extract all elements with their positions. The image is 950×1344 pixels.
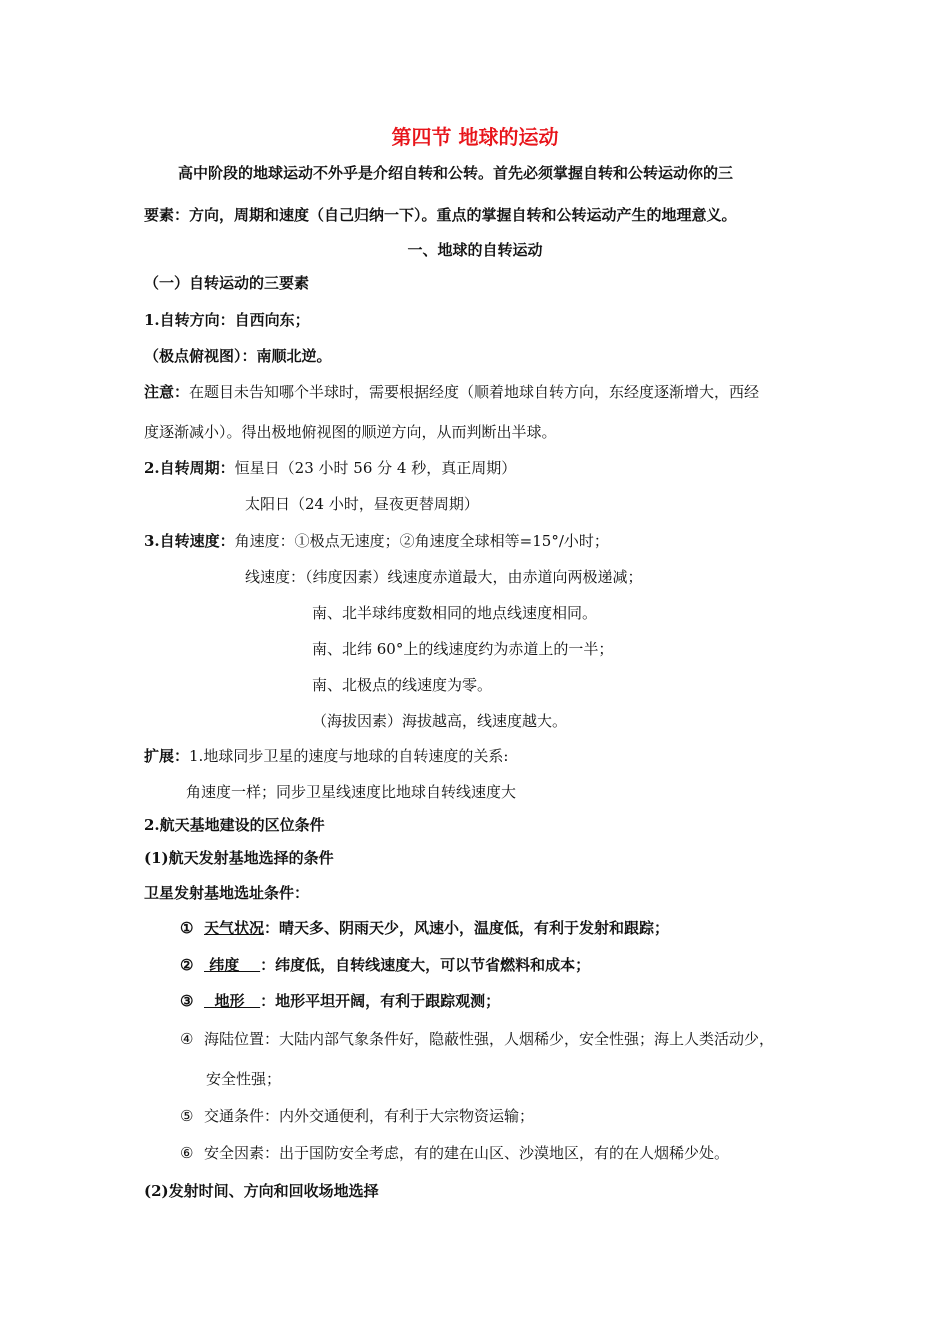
condition-terrain	[180, 991, 500, 1011]
expand-line-1	[144, 746, 508, 766]
linear-speed-1: 南、北半球纬度数相同的地点线速度相同。	[312, 604, 598, 622]
intro-line-1: 高中阶段的地球运动不外乎是介绍自转和公转。首先必须掌握自转和公转运动你的三	[178, 164, 734, 182]
speed-line	[144, 531, 609, 551]
speed-label: 3.自转速度：	[144, 532, 235, 550]
condition-text: 安全因素：出于国防安全考虑，有的建在山区、沙漠地区，有的在人烟稀少处。	[204, 1144, 730, 1162]
condition-text: ：地形平坦开阔，有利于跟踪观测；	[260, 992, 501, 1010]
condition-text: 交通条件：内外交通便利，有利于大宗物资运输；	[204, 1107, 535, 1125]
circled-number: ③	[180, 992, 194, 1010]
rotation-direction: 1.自转方向：自西向东；	[144, 311, 310, 329]
condition-key: 地形	[204, 992, 261, 1010]
angular-speed: 角速度：①极点无速度；②角速度全球相等=15°/小时；	[234, 532, 609, 550]
polar-view: （极点俯视图）：南顺北逆。	[144, 347, 332, 365]
condition-text: ：纬度低，自转线速度大，可以节省燃料和成本；	[260, 956, 591, 974]
circled-number: ⑤	[180, 1107, 194, 1125]
circled-number: ②	[180, 956, 194, 974]
aerospace-heading: 2.航天基地建设的区位条件	[144, 816, 325, 834]
note-text-1: 在题目未告知哪个半球时，需要根据经度（顺着地球自转方向，东经度逐渐增大，西经	[189, 383, 760, 401]
intro-line-2: 要素：方向，周期和速度（自己归纳一下）。重点的掌握自转和公转运动产生的地理意义。	[144, 206, 737, 224]
condition-weather	[180, 918, 669, 938]
condition-sea-land-cont: 安全性强；	[206, 1070, 282, 1088]
condition-text: ：晴天多、阴雨天少，风速小，温度低，有利于发射和跟踪；	[264, 919, 670, 937]
linear-speed: 线速度：（纬度因素）线速度赤道最大，由赤道向两极递减；	[245, 568, 643, 586]
condition-text: 海陆位置：大陆内部气象条件好，隐蔽性强，人烟稀少，安全性强；海上人类活动少，	[204, 1030, 775, 1048]
circled-number: ⑥	[180, 1144, 194, 1162]
expand-line-2: 角速度一样；同步卫星线速度比地球自转线速度大	[186, 783, 517, 801]
sidereal-day: 恒星日（23 小时 56 分 4 秒，真正周期）	[234, 459, 517, 477]
section-heading: 一、地球的自转运动	[407, 241, 543, 259]
launch-base-conditions: (1)航天发射基地选择的条件	[144, 849, 334, 867]
condition-security	[180, 1143, 729, 1163]
condition-key: 纬度	[204, 956, 261, 974]
period-line	[144, 458, 516, 478]
page-title: 第四节 地球的运动	[391, 125, 559, 149]
condition-key: 天气状况	[204, 919, 265, 937]
site-selection-conditions: 卫星发射基地选址条件：	[144, 884, 310, 902]
condition-latitude	[180, 955, 590, 975]
solar-day: 太阳日（24 小时，昼夜更替周期）	[245, 495, 479, 513]
condition-transport	[180, 1106, 534, 1126]
circled-number: ④	[180, 1030, 194, 1048]
linear-speed-4: （海拔因素）海拔越高，线速度越大。	[312, 712, 568, 730]
expand-label: 扩展：	[144, 747, 190, 765]
note-label: 注意：	[144, 383, 190, 401]
subheading-elements: （一）自转运动的三要素	[144, 274, 310, 292]
linear-speed-3: 南、北极点的线速度为零。	[312, 676, 493, 694]
note-line-1	[144, 382, 759, 402]
condition-sea-land	[180, 1029, 774, 1049]
circled-number: ①	[180, 919, 194, 937]
note-line-2: 度逐渐减小）。得出极地俯视图的顺逆方向，从而判断出半球。	[144, 423, 557, 441]
linear-speed-2: 南、北纬 60°上的线速度约为赤道上的一半；	[312, 640, 614, 658]
expand-text-1: 1.地球同步卫星的速度与地球的自转速度的关系:	[189, 747, 509, 765]
launch-time-direction: (2)发射时间、方向和回收场地选择	[144, 1182, 379, 1200]
period-label: 2.自转周期：	[144, 459, 235, 477]
